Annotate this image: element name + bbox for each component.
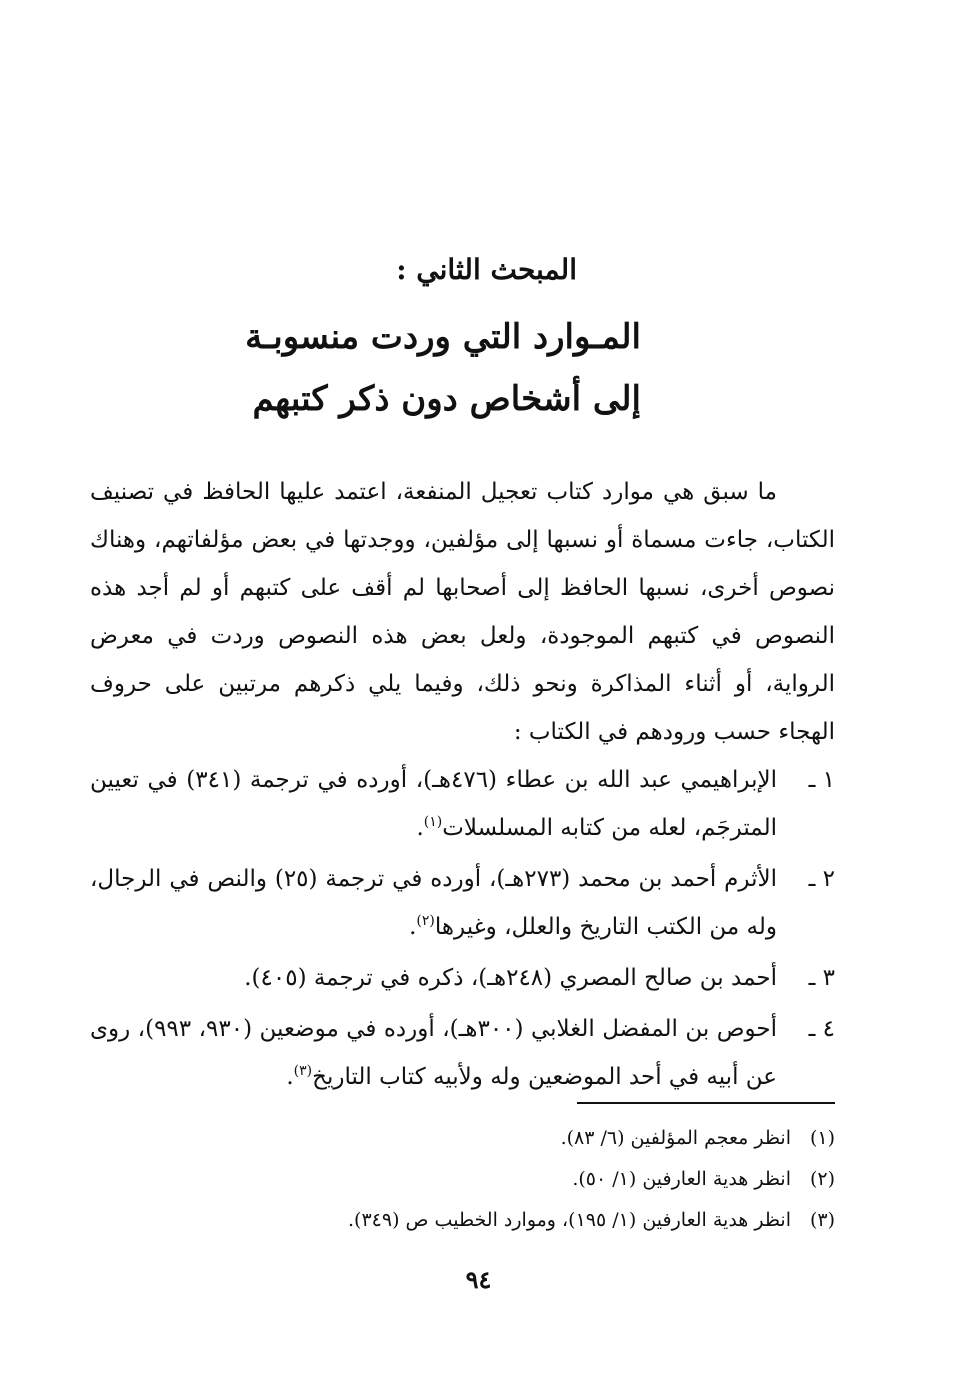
- section-title: [221, 306, 641, 430]
- list-item-tail: .: [416, 815, 424, 841]
- list-item: [90, 756, 835, 852]
- intro-text: [90, 468, 835, 756]
- list-item: [90, 855, 835, 951]
- footnotes: [90, 1118, 835, 1241]
- footnote-ref: (١): [423, 814, 443, 830]
- list-item-text: الأثرم أحمد بن محمد (٢٧٣هـ)، أورده في ترجمة (٢٥) والنص في الرجال، وله من الكتب التاريخ والعلل، وغيرها: [90, 866, 777, 940]
- list-item-number: ٣ ـ: [808, 965, 835, 991]
- list-item-text: أحوص بن المفضل الغلابي (٣٠٠هـ)، أورده في موضعين (٩٣٠، ٩٩٣)، روى عن أبيه في أحد الموضعين وله ولأبيه كتاب التاريخ: [90, 1016, 777, 1090]
- list-item-number: ٢ ـ: [808, 866, 835, 892]
- footnote: [90, 1200, 835, 1241]
- list-item-tail: .: [286, 1064, 294, 1090]
- footnote-number: (٣): [809, 1209, 835, 1231]
- list-item: [90, 954, 835, 1002]
- sources-list: [90, 756, 835, 1104]
- footnote-ref: (٣): [293, 1063, 313, 1079]
- footnote: [90, 1159, 835, 1200]
- footnote-number: (٢): [809, 1168, 835, 1190]
- list-item-number: ٤ ـ: [808, 1016, 835, 1042]
- footnote-text: انظر هدية العارفين (١/ ٥٠).: [572, 1168, 791, 1190]
- section-title-line-2: إلى أشخاص دون ذكر كتبهم: [252, 379, 641, 419]
- footnote-ref: (٢): [416, 913, 435, 929]
- list-item-text: أحمد بن صالح المصري (٢٤٨هـ)، ذكره في ترجمة (٤٠٥).: [244, 965, 777, 991]
- page-number: ٩٤: [465, 1265, 492, 1294]
- list-item-number: ١ ـ: [808, 767, 835, 793]
- section-title-line-1: المـوارد التي وردت منسوبـة: [245, 317, 641, 357]
- section-label: المبحث الثاني :: [396, 253, 577, 286]
- footnote-text: انظر هدية العارفين (١/ ١٩٥)، وموارد الخطيب ص (٣٤٩).: [348, 1209, 791, 1231]
- footnote-number: (١): [809, 1127, 835, 1149]
- footnote: [90, 1118, 835, 1159]
- list-item-text: الإبراهيمي عبد الله بن عطاء (٤٧٦هـ)، أورده في ترجمة (٣٤١) في تعيين المترجَم، لعله من كتابه المسلسلات: [90, 767, 777, 841]
- list-item: [90, 1005, 835, 1101]
- list-item-tail: .: [409, 914, 417, 940]
- intro-paragraph: ما سبق هي موارد كتاب تعجيل المنفعة، اعتمد عليها الحافظ في تصنيف الكتاب، جاءت مسماة أو نسبها إلى مؤلفين، ووجدتها في بعض مؤلفاتهم، وهناك نصوص أخرى، نسبها الحافظ إلى أصحابها لم أقف على كتبهم أو لم أجد هذه النصوص في كتبهم الموجودة، ولعل بعض هذه النصوص وردت في معرض الرواية، أو أثناء المذاكرة ونحو ذلك، وفيما يلي ذكرهم مرتبين على حروف الهجاء حسب ورودهم في الكتاب :: [90, 479, 835, 745]
- footnote-text: انظر معجم المؤلفين (٦/ ٨٣).: [560, 1127, 791, 1149]
- footnote-divider: [577, 1102, 835, 1104]
